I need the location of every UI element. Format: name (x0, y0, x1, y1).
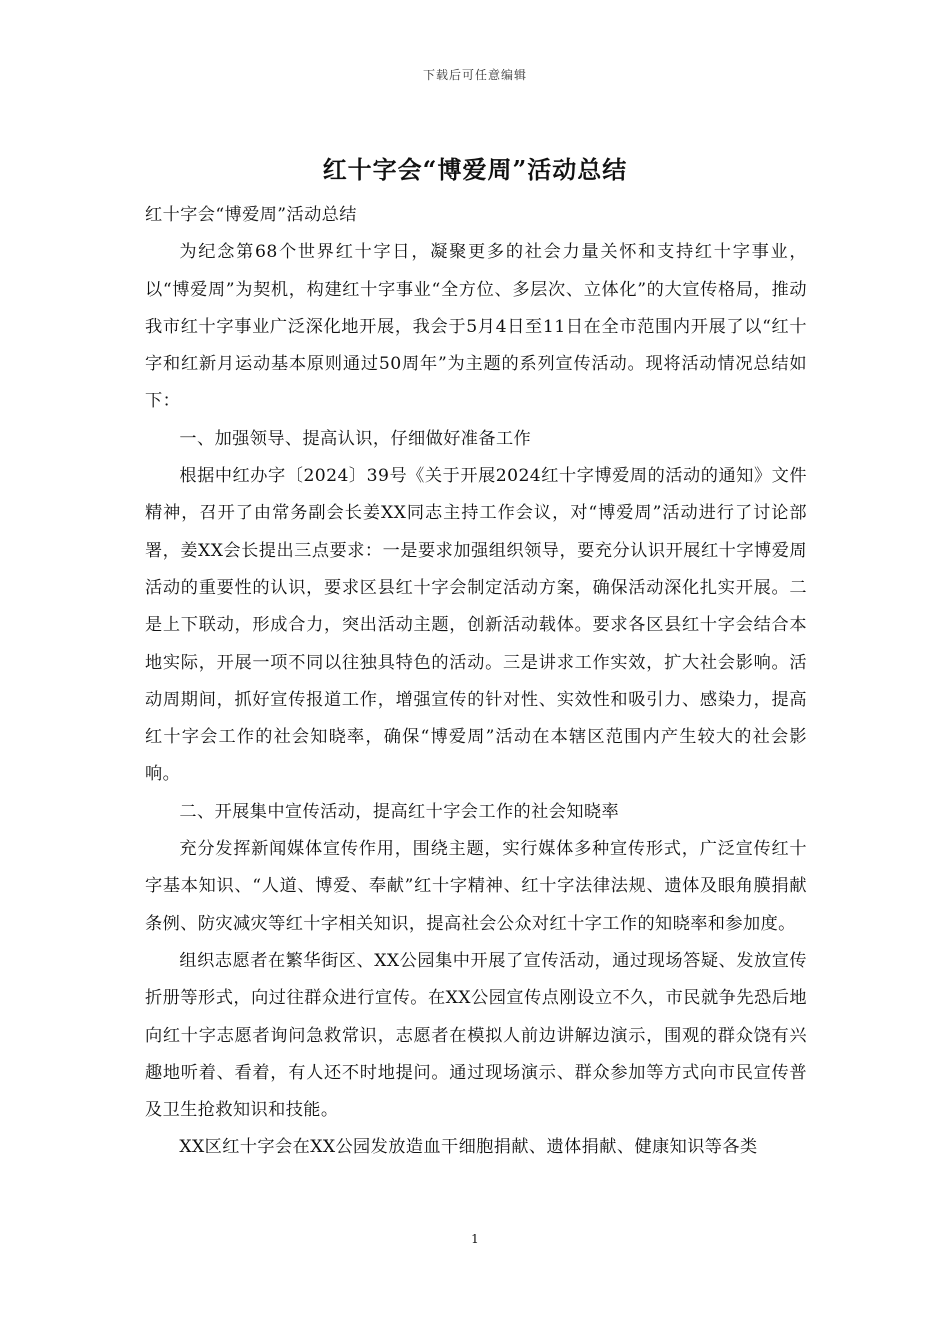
document-title: 红十字会“博爱周”活动总结 (322, 155, 628, 184)
header-note: 下载后可任意编辑 (422, 68, 527, 82)
paragraph-section-1: 根据中红办字〔2024〕39号《关于开展2024红十字博爱周的活动的通知》文件精神，召开了由常务副会长姜XX同志主持工作会议，对“博爱周”活动进行了讨论部署，姜XX会长提出三点要求：一是要求加强组织领导，要充分认识开展红十字博爱周活动的重要性的认识，要求区县红十字会制定活动方案，确保活动深化扎实开展。二是上下联动，形成合力，突出活动主题，创新活动载体。要求各区县红十字会结合本地实际，开展一项不同以往独具特色的活动。三是讲求工作实效，扩大社会影响。活动周期间，抓好宣传报道工作，增强宣传的针对性、实效性和吸引力、感染力，提高红十字会工作的社会知晓率，确保“博爱周”活动在本辖区范围内产生较大的社会影响。 (145, 466, 807, 785)
paragraph-media: 充分发挥新闻媒体宣传作用，围绕主题，实行媒体多种宣传形式，广泛宣传红十字基本知识、“人道、博爱、奉献”红十字精神、红十字法律法规、遗体及眼角膜捐献条例、防灾减灾等红十字相关知识，提高社会公众对红十字工作的知晓率和参加度。 (145, 839, 807, 934)
document-body (145, 197, 807, 1167)
section-heading-1: 一、加强领导、提高认识，仔细做好准备工作 (179, 428, 532, 449)
section-heading-2: 二、开展集中宣传活动，提高红十字会工作的社会知晓率 (179, 801, 620, 822)
paragraph-volunteers: 组织志愿者在繁华街区、XX公园集中开展了宣传活动，通过现场答疑、发放宣传折册等形式，向过往群众进行宣传。在XX公园宣传点刚设立不久，市民就争先恐后地向红十字志愿者询问急救常识，志愿者在模拟人前边讲解边演示，围观的群众饶有兴趣地听着、看着，有人还不时地提问。通过现场演示、群众参加等方式向市民宣传普及卫生抢救知识和技能。 (145, 950, 807, 1121)
page-number: 1 (471, 1232, 479, 1246)
paragraph-district: XX区红十字会在XX公园发放造血干细胞捐献、遗体捐献、健康知识等各类 (179, 1137, 758, 1158)
paragraph-intro: 为纪念第68个世界红十字日，凝聚更多的社会力量关怀和支持红十字事业，以“博爱周”为契机，构建红十字事业“全方位、多层次、立体化”的大宣传格局，推动我市红十字事业广泛深化地开展，我会于5月4日至11日在全市范围内开展了以“红十字和红新月运动基本原则通过50周年”为主题的系列宣传活动。现将活动情况总结如下： (145, 242, 807, 412)
paragraph-subtitle: 红十字会“博爱周”活动总结 (145, 205, 357, 225)
